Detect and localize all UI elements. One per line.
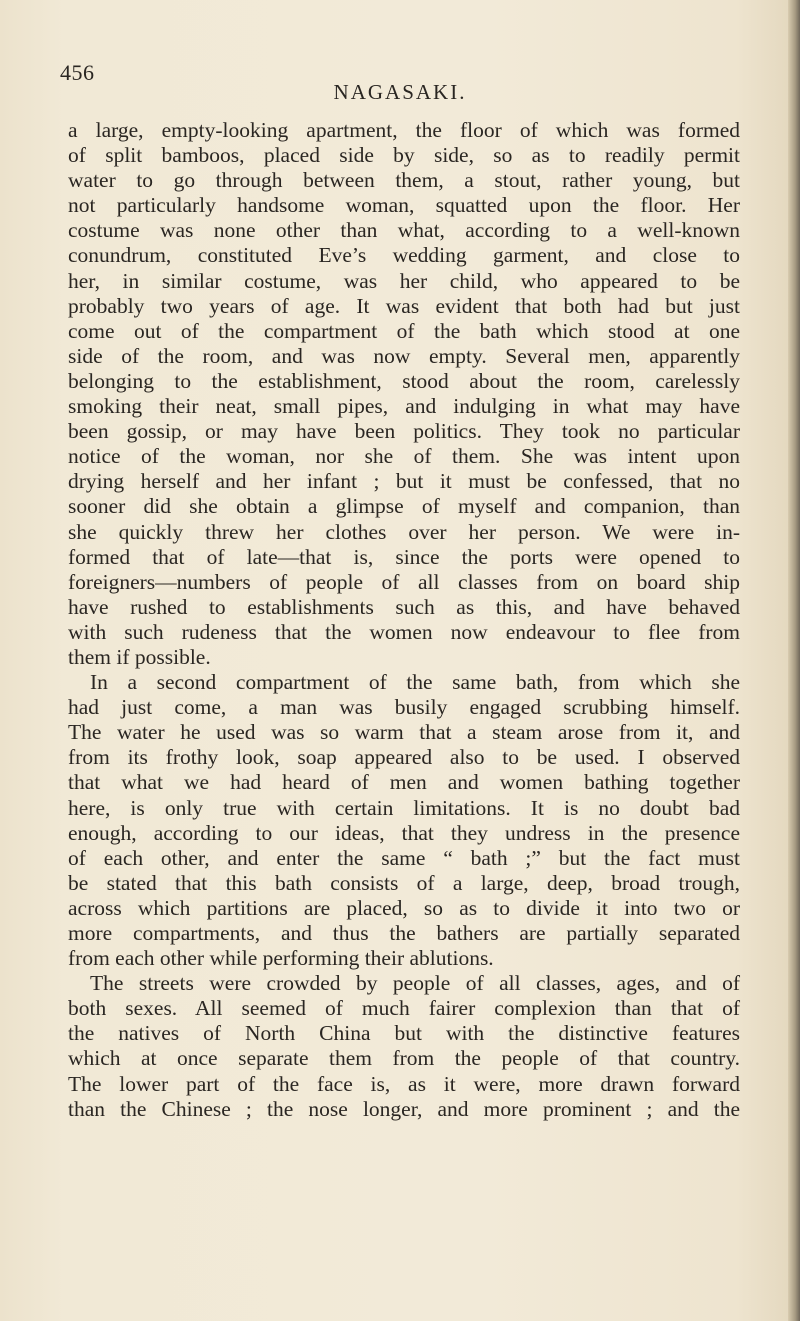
running-head: NAGASAKI. — [333, 80, 467, 104]
text-line: come out of the compartment of the bath which stood at one — [68, 318, 740, 343]
text-line: had just come, a man was busily engaged scrubbing himself. — [68, 695, 740, 720]
text-line: have rushed to establishments such as this, and have behaved — [68, 594, 740, 619]
paragraph-2 — [68, 670, 740, 971]
text-line: she quickly threw her clothes over her person. We were in- — [68, 519, 740, 544]
text-line: In a second compartment of the same bath, from which she — [90, 670, 740, 695]
text-line: which at once separate them from the people of that country. — [68, 1046, 740, 1071]
text-line: her, in similar costume, was her child, who appeared to be — [68, 268, 740, 293]
text-line: formed that of late—that is, since the ports were opened to — [68, 544, 740, 569]
text-line: costume was none other than what, according to a well-known — [68, 218, 740, 243]
text-line: smoking their neat, small pipes, and indulging in what may have — [68, 394, 740, 419]
text-line: conundrum, constituted Eve’s wedding garment, and close to — [68, 243, 740, 268]
text-line: not particularly handsome woman, squatted upon the floor. Her — [68, 193, 740, 218]
text-line: The lower part of the face is, as it were, more drawn forward — [68, 1071, 740, 1096]
text-line: water to go through between them, a stout, rather young, but — [68, 168, 740, 193]
text-line: from its frothy look, soap appeared also to be used. I observed — [68, 745, 740, 770]
text-line: of split bamboos, placed side by side, so as to readily permit — [68, 143, 740, 168]
text-line: the natives of North China but with the distinctive features — [68, 1021, 740, 1046]
paragraph-3 — [68, 971, 740, 1122]
text-line: been gossip, or may have been politics. They took no particular — [68, 419, 740, 444]
text-line: here, is only true with certain limitations. It is no doubt bad — [68, 795, 740, 820]
paragraph-1 — [68, 118, 740, 670]
body-text — [68, 118, 740, 1122]
text-line: with such rudeness that the women now endeavour to flee from — [68, 619, 740, 644]
text-line: The water he used was so warm that a steam arose from it, and — [68, 720, 740, 745]
text-line: be stated that this bath consists of a large, deep, broad trough, — [68, 870, 740, 895]
page-number: 456 — [60, 60, 95, 85]
text-line: a large, empty-looking apartment, the floor of which was formed — [68, 118, 740, 142]
text-line: belonging to the establishment, stood about the room, carelessly — [68, 368, 740, 393]
text-line: across which partitions are placed, so as to divide it into two or — [68, 895, 740, 920]
text-line: sooner did she obtain a glimpse of myself and companion, than — [68, 494, 740, 519]
text-line: both sexes. All seemed of much fairer complexion than that of — [68, 996, 740, 1021]
text-line: more compartments, and thus the bathers are partially separated — [68, 921, 740, 945]
text-line: from each other while performing their ablutions. — [68, 946, 494, 971]
text-line: of each other, and enter the same “ bath ;” but the fact must — [68, 845, 740, 870]
text-line: them if possible. — [68, 644, 211, 669]
text-line: notice of the woman, nor she of them. She was intent upon — [68, 444, 740, 469]
page-edge-shadow — [788, 0, 800, 1321]
text-line: probably two years of age. It was evident that both had but just — [68, 293, 740, 318]
text-line: enough, according to our ideas, that they undress in the presence — [68, 820, 740, 845]
text-line: than the Chinese ; the nose longer, and more prominent ; and the — [68, 1096, 740, 1121]
text-line: that what we had heard of men and women bathing together — [68, 770, 740, 795]
text-line: drying herself and her infant ; but it must be confessed, that no — [68, 469, 740, 494]
text-line: side of the room, and was now empty. Several men, apparently — [68, 343, 740, 368]
text-line: The streets were crowded by people of all classes, ages, and of — [90, 971, 740, 996]
text-line: foreigners—numbers of people of all classes from on board ship — [68, 569, 740, 594]
